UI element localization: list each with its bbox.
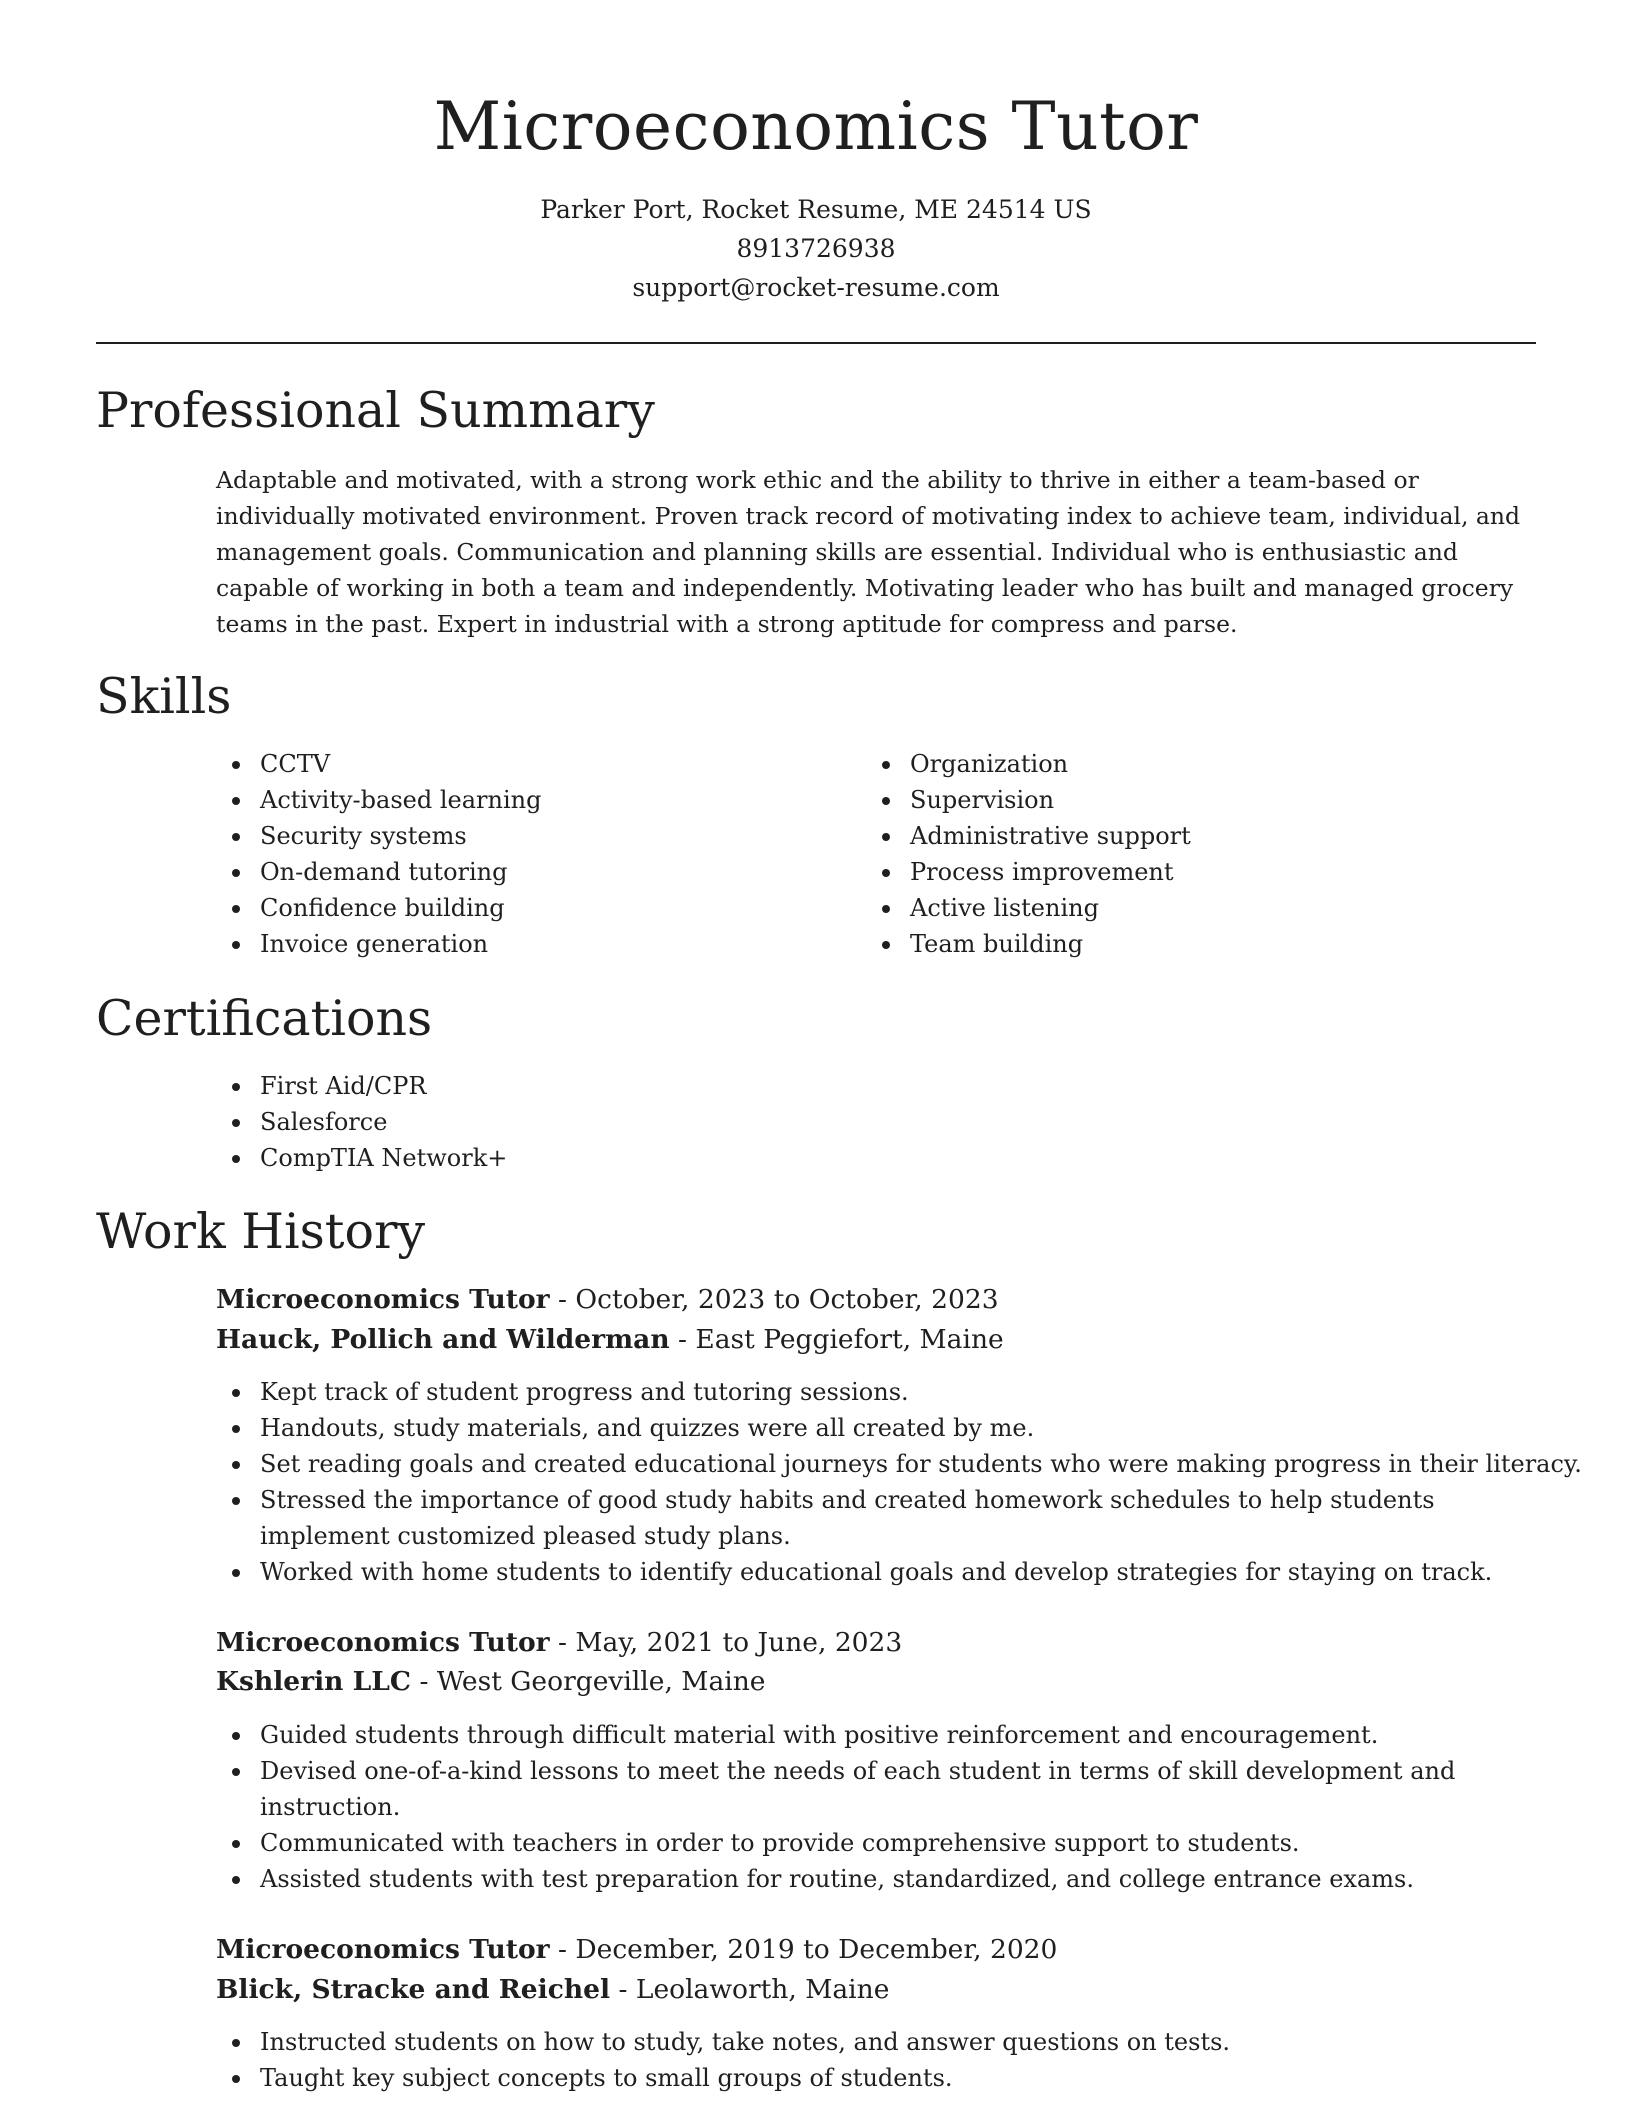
job-title: Microeconomics Tutor xyxy=(216,1627,550,1658)
certification-item: Salesforce xyxy=(216,1104,1016,1140)
job-title-line xyxy=(216,1930,1057,1970)
job-location: - West Georgeville, Maine xyxy=(411,1666,766,1697)
certifications-list xyxy=(216,1068,1016,1176)
skill-item: Supervision xyxy=(866,782,1466,818)
job-duty: Handouts, study materials, and quizzes were all created by me. xyxy=(216,1410,1566,1446)
skill-item: Organization xyxy=(866,746,1466,782)
job-duties-list xyxy=(216,1717,1456,1897)
job-duties-list xyxy=(216,1374,1582,1590)
skill-item: Security systems xyxy=(216,818,816,854)
job-company-line xyxy=(216,1662,765,1702)
skill-item: Team building xyxy=(866,926,1466,962)
job-company-line xyxy=(216,1320,1004,1360)
job-location: - Leolaworth, Maine xyxy=(610,1974,890,2005)
contact-phone: 8913726938 xyxy=(736,234,896,263)
job-duty: Instructed students on how to study, take notes, and answer questions on tests. xyxy=(216,2024,1566,2060)
job-dates: - October, 2023 to October, 2023 xyxy=(549,1284,999,1315)
skill-item: On-demand tutoring xyxy=(216,854,816,890)
summary-heading: Professional Summary xyxy=(96,382,655,439)
job-title: Microeconomics Tutor xyxy=(216,1284,550,1315)
job-duty: Guided students through difficult material with positive reinforcement and encouragement. xyxy=(216,1717,1456,1753)
certification-item: CompTIA Network+ xyxy=(216,1140,1016,1176)
job-company: Kshlerin LLC xyxy=(216,1666,412,1697)
job-dates: - May, 2021 to June, 2023 xyxy=(549,1627,903,1658)
job-location: - East Peggiefort, Maine xyxy=(669,1324,1004,1355)
work-history-heading: Work History xyxy=(96,1203,426,1260)
job-duty: Taught key subject concepts to small groups of students. xyxy=(216,2060,1566,2096)
job-duty: Stressed the importance of good study habits and created homework schedules to help students implement customized pleased study plans. xyxy=(216,1482,1566,1554)
skill-item: Activity-based learning xyxy=(216,782,816,818)
skills-list-left xyxy=(216,746,816,962)
contact-address: Parker Port, Rocket Resume, ME 24514 US xyxy=(540,195,1092,224)
job-company: Blick, Stracke and Reichel xyxy=(216,1974,611,2005)
header-divider xyxy=(96,342,1536,344)
job-title-line xyxy=(216,1280,999,1320)
job-title: Microeconomics Tutor xyxy=(216,1934,550,1965)
certifications-heading: Certifications xyxy=(96,990,433,1047)
contact-block xyxy=(0,190,1632,307)
job-duties-list xyxy=(216,2024,1566,2096)
job-company: Hauck, Pollich and Wilderman xyxy=(216,1324,670,1355)
skill-item: CCTV xyxy=(216,746,816,782)
resume-name: Microeconomics Tutor xyxy=(433,88,1199,165)
contact-email: support@rocket-resume.com xyxy=(632,273,1000,302)
job-duty: Set reading goals and created educational journeys for students who were making progress in their literacy. xyxy=(216,1446,1566,1482)
job-duty: Worked with home students to identify educational goals and develop strategies for staying on track. xyxy=(216,1554,1566,1590)
skill-item: Active listening xyxy=(866,890,1466,926)
skills-list-right xyxy=(866,746,1466,962)
job-title-line xyxy=(216,1623,902,1663)
skills-heading: Skills xyxy=(96,668,232,725)
job-duty: Assisted students with test preparation for routine, standardized, and college entrance exams. xyxy=(216,1861,1456,1897)
job-dates: - December, 2019 to December, 2020 xyxy=(549,1934,1058,1965)
job-company-line xyxy=(216,1970,889,2010)
job-duty: Devised one-of-a-kind lessons to meet the needs of each student in terms of skill development and instruction. xyxy=(216,1753,1456,1825)
skill-item: Invoice generation xyxy=(216,926,816,962)
job-duty: Kept track of student progress and tutoring sessions. xyxy=(216,1374,1566,1410)
skill-item: Process improvement xyxy=(866,854,1466,890)
summary-text: Adaptable and motivated, with a strong work ethic and the ability to thrive in either a team-based or individually motivated environment. Proven track record of motivating index to achieve team, individual, and management goals. Communication and planning skills are essential. Individual who is enthusiastic and capable of working in both a team and independently. Motivating leader who has built and managed grocery teams in the past. Expert in industrial with a strong aptitude for compress and parse. xyxy=(216,466,1521,638)
certification-item: First Aid/CPR xyxy=(216,1068,1016,1104)
skill-item: Administrative support xyxy=(866,818,1466,854)
skill-item: Confidence building xyxy=(216,890,816,926)
job-duty: Communicated with teachers in order to provide comprehensive support to students. xyxy=(216,1825,1456,1861)
